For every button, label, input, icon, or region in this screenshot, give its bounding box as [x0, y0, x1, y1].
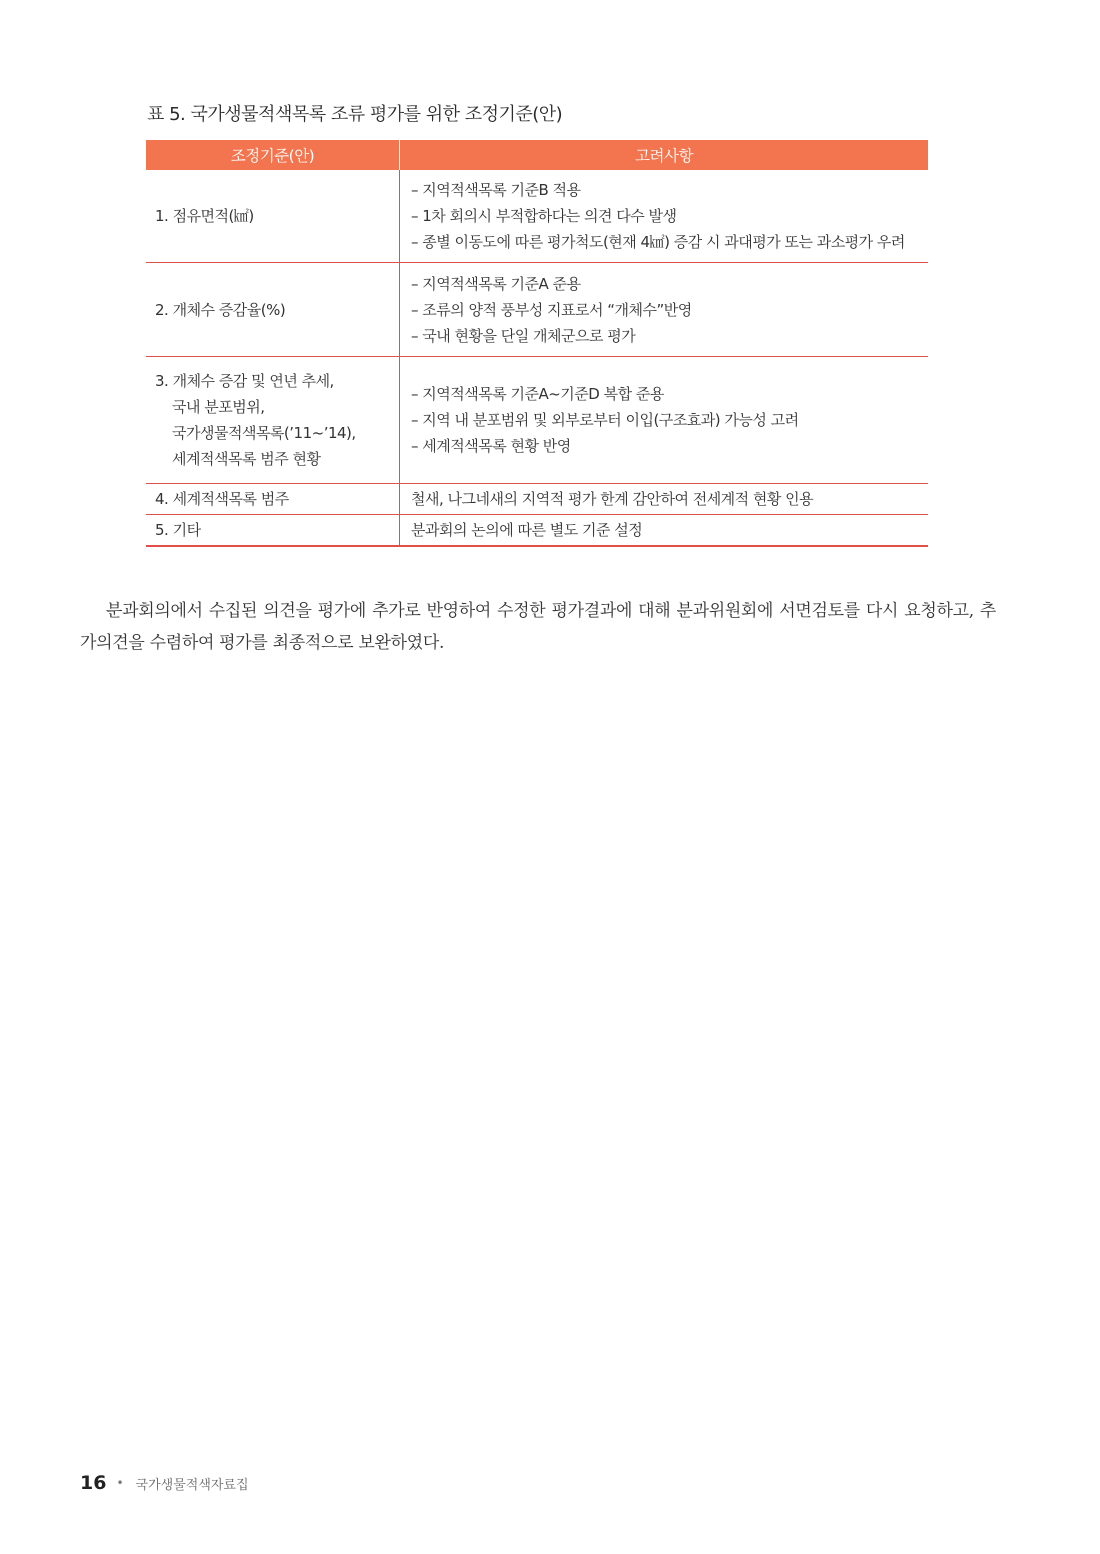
criterion-cell [146, 515, 400, 547]
note-line: – 종별 이동도에 따른 평가척도(현재 4㎢) 증감 시 과대평가 또는 과소평가 우려 [411, 233, 905, 251]
criterion-cell [146, 263, 400, 357]
body-paragraph: 분과회의에서 수집된 의견을 평가에 추가로 반영하여 수정한 평가결과에 대해 분과위원회에 서면검토를 다시 요청하고, 추가의견을 수렴하여 평가를 최종적으로 보완하였다. [80, 601, 996, 653]
note-line: – 지역적색목록 기준A~기준D 복합 준용 [411, 385, 664, 403]
criterion-cell [146, 170, 400, 263]
note-line: 철새, 나그네새의 지역적 평가 한계 감안하여 전세계적 현황 인용 [411, 490, 814, 508]
criterion-line: 2. 개체수 증감율(%) [155, 300, 286, 319]
notes-cell [400, 170, 929, 263]
criteria-table [146, 140, 928, 547]
criterion-line: 국내 분포범위, [172, 398, 265, 416]
footer-book-title: 국가생물적색자료집 [135, 1477, 249, 1493]
table-caption: 표 5. 국가생물적색목록 조류 평가를 위한 조정기준(안) [147, 104, 563, 125]
criterion-line: 5. 기타 [155, 521, 201, 539]
notes-cell [400, 484, 929, 515]
note-line: – 1차 회의시 부적합하다는 의견 다수 발생 [411, 207, 677, 225]
table-row [146, 484, 928, 515]
page-number: 16 [80, 1472, 107, 1494]
criterion-line: 1. 점유면적(㎢) [155, 207, 254, 225]
notes-cell [400, 357, 929, 484]
criterion-cell [146, 357, 400, 484]
note-line: – 지역 내 분포범위 및 외부로부터 이입(구조효과) 가능성 고려 [411, 411, 799, 429]
note-line: – 지역적색목록 기준A 준용 [411, 274, 581, 293]
header-criterion: 조정기준(안) [146, 140, 400, 170]
note-line: – 조류의 양적 풍부성 지표로서 “개체수”반영 [411, 300, 692, 319]
criterion-line: 국가생물적색목록(’11~’14), [172, 424, 356, 442]
table-row [146, 357, 928, 484]
criterion-line: 세계적색목록 범주 현황 [172, 450, 321, 468]
table-row [146, 170, 928, 263]
criterion-cell [146, 484, 400, 515]
notes-cell [400, 515, 929, 547]
page-footer [80, 1472, 249, 1494]
table-row [146, 515, 928, 547]
notes-cell [400, 263, 929, 357]
note-line: 분과회의 논의에 따른 별도 기준 설정 [411, 521, 643, 539]
table-row [146, 263, 928, 357]
note-line: – 세계적색목록 현황 반영 [411, 437, 571, 455]
table-header-row [146, 140, 928, 170]
header-considerations: 고려사항 [400, 140, 929, 170]
criterion-line: 3. 개체수 증감 및 연년 추세, [155, 372, 334, 390]
note-line: – 국내 현황을 단일 개체군으로 평가 [411, 326, 636, 345]
footer-separator: • [116, 1476, 124, 1490]
criterion-line: 4. 세계적색목록 범주 [155, 490, 289, 508]
note-line: – 지역적색목록 기준B 적용 [411, 181, 581, 199]
